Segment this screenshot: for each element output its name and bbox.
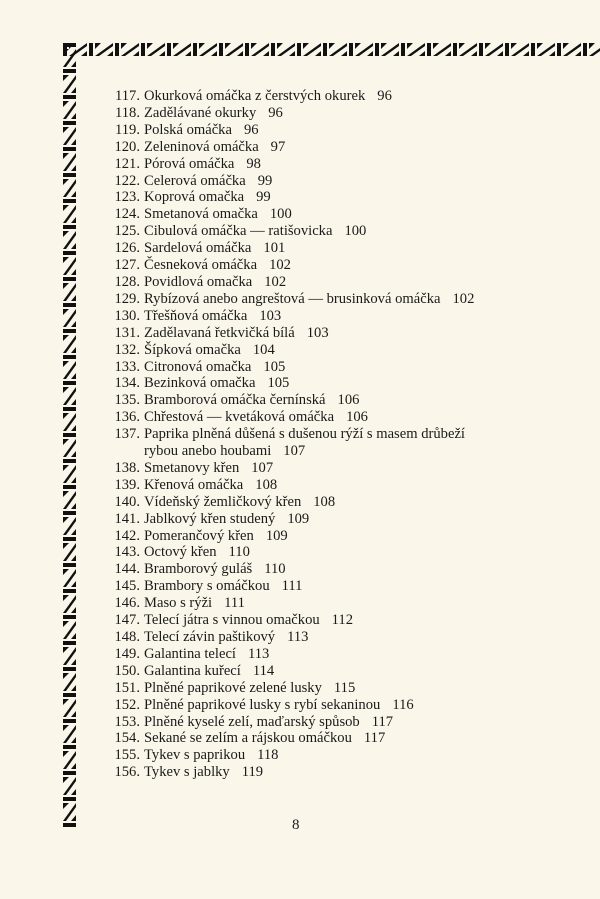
toc-entry [104, 375, 574, 392]
entry-title-text: Paprika plněná důšená s dušenou rýží s masem drůbeží [144, 426, 465, 443]
entry-title [144, 189, 574, 206]
toc-entry [104, 359, 574, 376]
entry-page: 96 [268, 104, 283, 121]
entry-page: 108 [255, 476, 278, 493]
entry-page: 103 [259, 307, 282, 324]
entry-number: 125. [114, 223, 140, 240]
entry-number: 119. [115, 121, 140, 138]
toc-entry [104, 139, 574, 156]
toc-entry [104, 561, 574, 578]
toc-entry [104, 528, 574, 545]
entry-title-text: Zadělávané okurky [144, 104, 257, 121]
entry-title-text: Plněné kyselé zelí, maďarský spůsob [144, 713, 360, 730]
entry-title [144, 477, 574, 494]
toc-entry [104, 223, 574, 240]
entry-title-text: Brambory s omáčkou [144, 578, 270, 595]
entry-page: 96 [243, 121, 259, 138]
entry-page: 103 [306, 324, 329, 341]
toc-entry [104, 291, 574, 308]
entry-title-text: Galantina kuřecí [144, 662, 241, 679]
entry-title [144, 325, 574, 342]
toc-entry [104, 426, 574, 460]
toc-entry [104, 308, 574, 325]
entry-title-text: Bramborový guláš [144, 561, 253, 578]
toc-entry [104, 392, 574, 409]
entry-page: 102 [264, 273, 287, 290]
entry-number: 136. [114, 409, 140, 426]
entry-page: 117 [363, 730, 386, 747]
entry-page: 116 [392, 696, 414, 713]
entry-title-text: Citronová omačka [144, 358, 252, 375]
entry-title [144, 528, 574, 545]
entry-number: 117. [115, 88, 140, 104]
entry-title-text: Chřestová — kvetáková omáčka [144, 409, 335, 426]
entry-title [144, 291, 574, 308]
entry-title-text: Tykev s jablky [144, 764, 230, 781]
entry-title [144, 173, 574, 190]
toc-entry [104, 629, 574, 646]
entry-number: 143. [114, 544, 140, 561]
entry-page: 98 [246, 155, 261, 172]
entry-page: 119 [241, 764, 264, 781]
toc-entry [104, 105, 574, 122]
entry-number: 126. [114, 240, 140, 257]
entry-page: 107 [283, 443, 306, 460]
entry-page: 99 [257, 172, 273, 189]
entry-number: 149. [114, 645, 140, 662]
entry-title-text: Plněné paprikové lusky s rybí sekaninou [144, 696, 381, 713]
entry-title-text: Maso s rýži [144, 595, 213, 612]
entry-title-text: Galantina telecí [144, 645, 236, 662]
entry-page: 105 [263, 358, 286, 375]
toc-entry [104, 342, 574, 359]
entry-title-text: Šípková omačka [144, 341, 241, 358]
entry-page: 113 [287, 629, 309, 645]
entry-number: 156. [114, 764, 140, 781]
toc-entry [104, 409, 574, 426]
entry-page: 104 [252, 341, 275, 358]
entry-number: 139. [114, 476, 140, 493]
entry-title [144, 105, 574, 122]
entry-title-text: Pórová omáčka [144, 155, 235, 172]
entry-number: 128. [114, 273, 140, 290]
entry-number: 129. [114, 290, 140, 307]
entry-title-text: Česneková omáčka [144, 257, 258, 274]
entry-title [144, 240, 574, 257]
toc-entry [104, 697, 574, 714]
entry-title-text: Octový křen [144, 544, 217, 561]
entry-title [144, 714, 574, 731]
entry-number: 144. [114, 561, 140, 578]
entry-number: 131. [114, 324, 140, 341]
entry-number: 127. [114, 257, 140, 274]
entry-page: 115 [333, 679, 356, 696]
toc-entry [104, 511, 574, 528]
entry-number: 134. [114, 375, 140, 392]
entry-page: 96 [377, 88, 392, 104]
table-of-contents [104, 88, 574, 781]
entry-page: 105 [267, 375, 290, 392]
entry-title [144, 595, 574, 612]
entry-number: 155. [114, 747, 140, 764]
entry-title-text: Polská omáčka [144, 121, 232, 138]
page-number: 8 [292, 817, 300, 833]
entry-page: 112 [331, 612, 354, 629]
entry-title-text: Jablkový křen studený [144, 510, 276, 527]
entry-page: 97 [270, 138, 286, 155]
toc-entry [104, 747, 574, 764]
entry-title [144, 511, 574, 528]
entry-title-text: Celerová omáčka [144, 172, 246, 189]
toc-entry [104, 477, 574, 494]
entry-number: 130. [114, 307, 140, 324]
entry-title [144, 730, 574, 747]
entry-title-text: Křenová omáčka [144, 476, 244, 493]
entry-title [144, 359, 574, 376]
entry-title-text: Smetanová omačka [144, 206, 258, 223]
entry-title [144, 697, 574, 714]
entry-title [144, 629, 574, 646]
entry-number: 137. [114, 426, 140, 443]
entry-title-text: Cibulová omáčka — ratišovicka [144, 223, 333, 240]
entry-page: 118 [257, 747, 279, 764]
entry-title [144, 122, 574, 139]
toc-entry [104, 240, 574, 257]
entry-title [144, 223, 574, 240]
entry-number: 153. [114, 713, 140, 730]
toc-entry [104, 325, 574, 342]
entry-title-text: Telecí závin paštikový [144, 629, 276, 645]
entry-number: 123. [114, 189, 140, 206]
toc-entry [104, 274, 574, 291]
entry-page: 109 [287, 510, 310, 527]
entry-number: 122. [114, 172, 140, 189]
entry-title [144, 561, 574, 578]
entry-title [144, 375, 574, 392]
entry-title-text: Okurková omáčka z čerstvých okurek [144, 88, 366, 104]
toc-entry [104, 156, 574, 173]
entry-number: 151. [114, 679, 140, 696]
toc-entry [104, 595, 574, 612]
toc-entry [104, 257, 574, 274]
entry-title-text: Zadělavaná řetkvičká bílá [144, 324, 295, 341]
entry-page: 100 [344, 223, 367, 240]
toc-entry [104, 730, 574, 747]
entry-page: 113 [247, 645, 270, 662]
entry-title-text: Zeleninová omáčka [144, 138, 259, 155]
entry-number: 147. [114, 612, 140, 629]
entry-title [144, 409, 574, 426]
toc-entry [104, 544, 574, 561]
entry-title [144, 494, 574, 511]
toc-entry [104, 122, 574, 139]
entry-page: 117 [371, 713, 394, 730]
entry-number: 148. [114, 629, 140, 645]
entry-title [144, 308, 574, 325]
toc-entry [104, 494, 574, 511]
entry-title-text: Telecí játra s vinnou omačkou [144, 612, 320, 629]
toc-entry [104, 646, 574, 663]
entry-title [144, 646, 574, 663]
entry-title-text: Bramborová omáčka černínská [144, 392, 326, 409]
ornamental-border-top [63, 43, 600, 56]
entry-title [144, 663, 574, 680]
entry-number: 132. [114, 341, 140, 358]
toc-entry [104, 764, 574, 781]
entry-title [144, 139, 574, 156]
entry-number: 140. [114, 493, 140, 510]
entry-title [144, 747, 574, 764]
entry-title-text: Třešňová omáčka [144, 307, 248, 324]
entry-page: 107 [251, 459, 274, 476]
entry-title [144, 426, 574, 460]
entry-title-text: Tykev s paprikou [144, 747, 246, 764]
entry-title [144, 460, 574, 477]
toc-entry [104, 663, 574, 680]
entry-number: 121. [114, 155, 140, 172]
entry-page: 110 [228, 544, 250, 561]
entry-title [144, 612, 574, 629]
ornamental-border-left [63, 43, 76, 829]
entry-number: 142. [114, 527, 140, 544]
entry-title-text: Plněné paprikové zelené lusky [144, 679, 322, 696]
entry-number: 135. [114, 392, 140, 409]
entry-title-text: Vídeňský žemličkový křen [144, 493, 302, 510]
entry-title [144, 274, 574, 291]
entry-number: 118. [115, 104, 140, 121]
entry-title [144, 342, 574, 359]
toc-entry [104, 714, 574, 731]
entry-title-text: Sekané se zelím a rájskou omáčkou [144, 730, 352, 747]
entry-title-continued: rybou anebo houbami [144, 443, 272, 460]
toc-entry [104, 680, 574, 697]
toc-entry [104, 578, 574, 595]
entry-title-text: Smetanovy křen [144, 459, 240, 476]
entry-title [144, 206, 574, 223]
entry-page: 99 [256, 189, 271, 206]
entry-number: 145. [114, 578, 140, 595]
entry-number: 133. [114, 358, 140, 375]
entry-title [144, 392, 574, 409]
entry-title-text: Rybízová anebo angreštová — brusinková omáčka [144, 290, 441, 307]
entry-title [144, 578, 574, 595]
entry-page: 106 [337, 392, 360, 409]
entry-number: 124. [114, 206, 140, 223]
toc-entry [104, 189, 574, 206]
entry-number: 152. [114, 696, 140, 713]
entry-title [144, 764, 574, 781]
entry-number: 146. [114, 595, 140, 612]
entry-number: 120. [114, 138, 140, 155]
entry-page: 106 [346, 409, 368, 426]
entry-page: 100 [269, 206, 292, 223]
entry-number: 141. [114, 510, 140, 527]
toc-entry [104, 206, 574, 223]
entry-title-text: Sardelová omáčka [144, 240, 252, 257]
entry-title [144, 156, 574, 173]
entry-page: 114 [252, 662, 275, 679]
entry-title-text: Povidlová omačka [144, 273, 253, 290]
entry-title-text: Bezinková omačka [144, 375, 256, 392]
entry-title [144, 544, 574, 561]
entry-page: 102 [452, 290, 475, 307]
entry-number: 138. [114, 459, 140, 476]
toc-entry [104, 173, 574, 190]
entry-title [144, 257, 574, 274]
entry-page: 109 [265, 527, 288, 544]
entry-page: 111 [281, 578, 303, 595]
entry-page: 111 [224, 595, 245, 612]
entry-number: 154. [114, 730, 140, 747]
entry-page: 110 [264, 561, 286, 578]
entry-title [144, 88, 574, 105]
entry-title-text: Pomerančový křen [144, 527, 254, 544]
toc-entry [104, 612, 574, 629]
entry-number: 150. [114, 662, 140, 679]
entry-title [144, 680, 574, 697]
entry-page: 102 [269, 257, 291, 274]
entry-page: 101 [263, 240, 286, 257]
toc-entry [104, 460, 574, 477]
entry-title-text: Koprová omačka [144, 189, 245, 206]
entry-page: 108 [313, 493, 336, 510]
toc-entry [104, 88, 574, 105]
